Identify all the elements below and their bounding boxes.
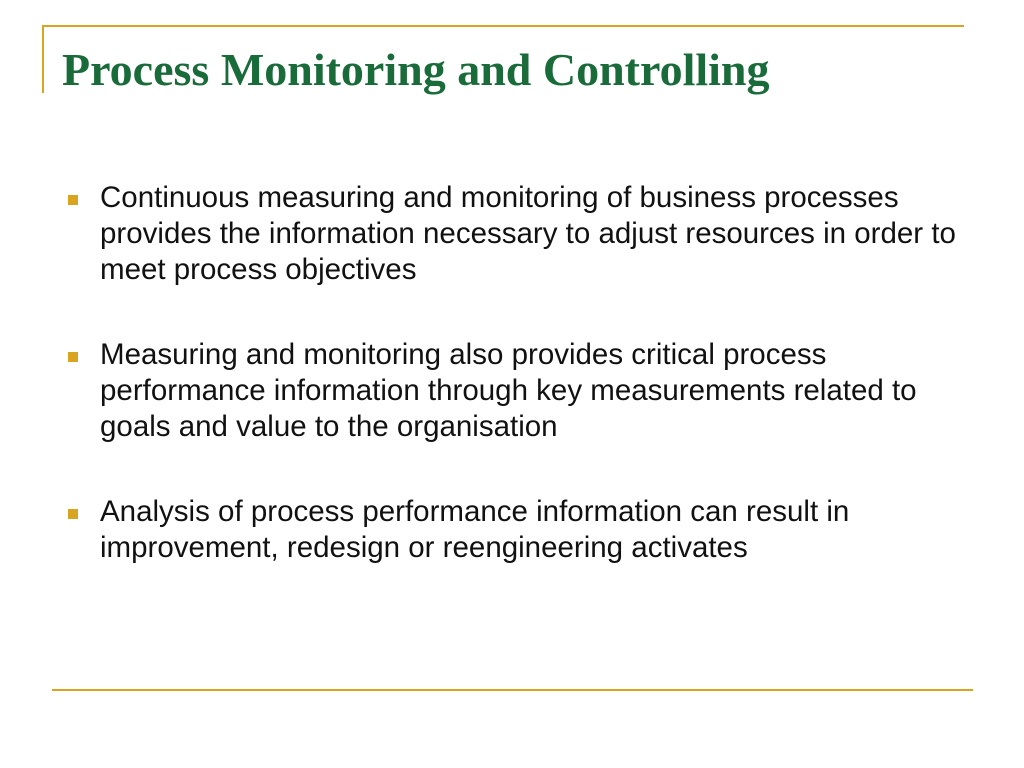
bullet-item	[62, 494, 962, 566]
square-bullet-icon	[68, 195, 78, 205]
slide-title: Process Monitoring and Controlling	[62, 44, 770, 95]
square-bullet-icon	[68, 352, 78, 362]
square-bullet-icon	[68, 509, 78, 519]
bullet-text: Analysis of process performance information can result in improvement, redesign or reengineering activates	[100, 495, 850, 564]
bullet-text: Continuous measuring and monitoring of business processes provides the information necessary to adjust resources in order to meet process objectives	[100, 181, 956, 286]
bullet-item	[62, 337, 962, 445]
top-divider	[42, 25, 964, 27]
bottom-divider	[52, 689, 973, 691]
bullet-item	[62, 180, 962, 288]
left-accent-line	[42, 25, 44, 93]
bullet-text: Measuring and monitoring also provides critical process performance information through key measurements related to goals and value to the organisation	[100, 338, 917, 443]
bullet-list	[62, 180, 962, 566]
